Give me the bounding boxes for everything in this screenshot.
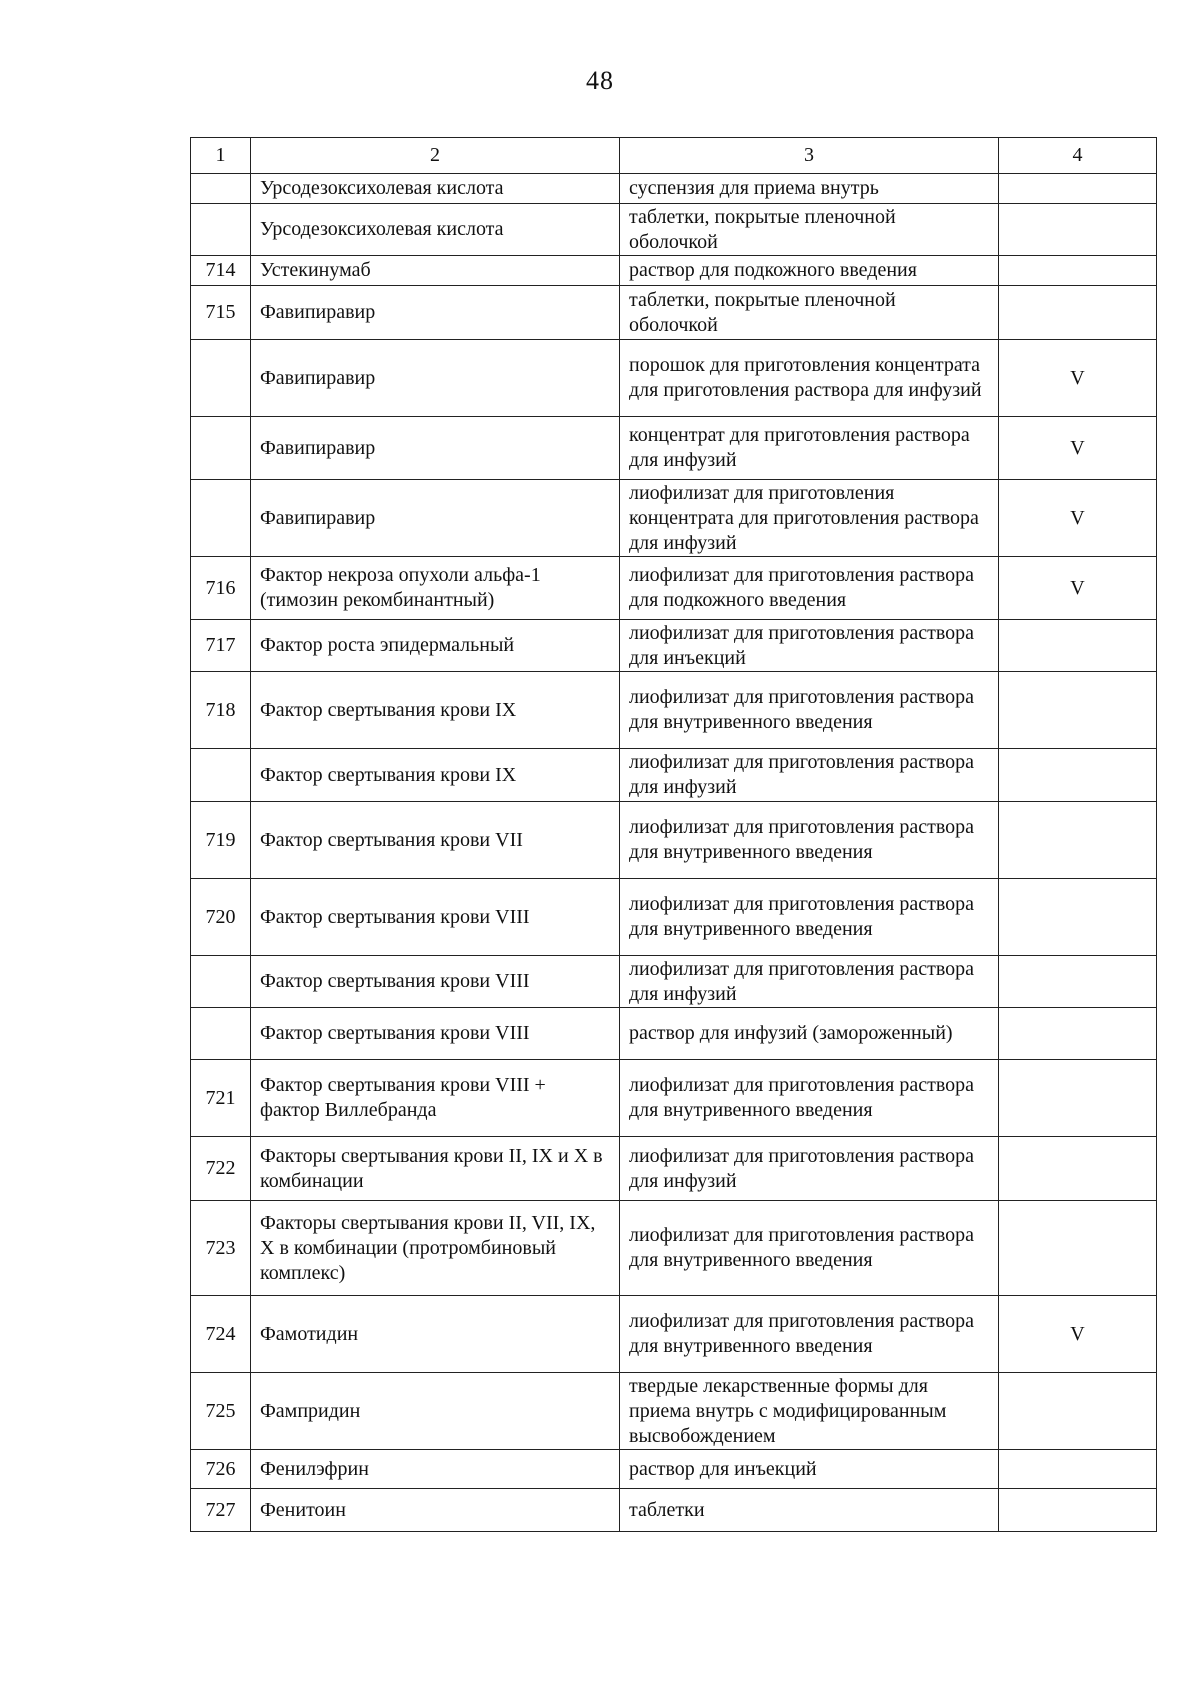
row-number: 714 (191, 256, 251, 286)
row-number (191, 417, 251, 480)
vital-mark: V (999, 1296, 1157, 1373)
vital-mark: V (999, 557, 1157, 620)
drug-name: Фактор свертывания крови VIII + фактор Виллебранда (251, 1060, 620, 1137)
table-row (191, 557, 1157, 620)
dosage-form: лиофилизат для приготовления раствора для внутривенного введения (620, 1060, 999, 1137)
drug-name: Фавипиравир (251, 480, 620, 557)
table-row (191, 956, 1157, 1008)
row-number: 726 (191, 1450, 251, 1489)
drug-name: Фактор некроза опухоли альфа-1 (тимозин рекомбинантный) (251, 557, 620, 620)
column-header-3: 3 (620, 138, 999, 174)
vital-mark (999, 956, 1157, 1008)
row-number: 722 (191, 1137, 251, 1201)
table-row (191, 1373, 1157, 1450)
table-row (191, 802, 1157, 879)
vital-mark (999, 620, 1157, 672)
column-header-4: 4 (999, 138, 1157, 174)
table-row (191, 1008, 1157, 1060)
table-row (191, 1450, 1157, 1489)
drug-name: Устекинумаб (251, 256, 620, 286)
dosage-form: лиофилизат для приготовления раствора для инфузий (620, 749, 999, 802)
row-number (191, 749, 251, 802)
drug-name: Урсодезоксихолевая кислота (251, 204, 620, 256)
dosage-form: лиофилизат для приготовления концентрата для приготовления раствора для инфузий (620, 480, 999, 557)
drug-name: Фавипиравир (251, 340, 620, 417)
drug-table (190, 137, 1157, 1532)
table-row (191, 417, 1157, 480)
vital-mark (999, 1201, 1157, 1296)
row-number: 715 (191, 286, 251, 340)
drug-name: Фактор свертывания крови VII (251, 802, 620, 879)
row-number (191, 480, 251, 557)
drug-name: Фактор свертывания крови VIII (251, 879, 620, 956)
table-row (191, 879, 1157, 956)
dosage-form: порошок для приготовления концентрата для приготовления раствора для инфузий (620, 340, 999, 417)
vital-mark (999, 879, 1157, 956)
vital-mark (999, 672, 1157, 749)
vital-mark (999, 1137, 1157, 1201)
table-row (191, 174, 1157, 204)
row-number: 719 (191, 802, 251, 879)
row-number (191, 174, 251, 204)
column-header-2: 2 (251, 138, 620, 174)
table-row (191, 620, 1157, 672)
drug-name: Фактор свертывания крови IX (251, 672, 620, 749)
table-row (191, 286, 1157, 340)
drug-name: Фактор свертывания крови VIII (251, 956, 620, 1008)
row-number: 723 (191, 1201, 251, 1296)
table-row (191, 672, 1157, 749)
dosage-form: таблетки, покрытые пленочной оболочкой (620, 204, 999, 256)
vital-mark (999, 204, 1157, 256)
table-row (191, 204, 1157, 256)
dosage-form: раствор для инфузий (замороженный) (620, 1008, 999, 1060)
row-number: 727 (191, 1489, 251, 1532)
table-row (191, 480, 1157, 557)
dosage-form: таблетки (620, 1489, 999, 1532)
column-header-1: 1 (191, 138, 251, 174)
row-number (191, 956, 251, 1008)
dosage-form: суспензия для приема внутрь (620, 174, 999, 204)
dosage-form: лиофилизат для приготовления раствора для инфузий (620, 1137, 999, 1201)
table-row (191, 1296, 1157, 1373)
table-header-row (191, 138, 1157, 174)
vital-mark (999, 1008, 1157, 1060)
vital-mark (999, 802, 1157, 879)
drug-name: Фенитоин (251, 1489, 620, 1532)
drug-name: Факторы свертывания крови II, VII, IX, X в комбинации (протромбиновый комплекс) (251, 1201, 620, 1296)
dosage-form: твердые лекарственные формы для приема внутрь с модифицированным высвобождением (620, 1373, 999, 1450)
vital-mark (999, 174, 1157, 204)
drug-name: Урсодезоксихолевая кислота (251, 174, 620, 204)
drug-name: Фактор свертывания крови VIII (251, 1008, 620, 1060)
table-row (191, 1137, 1157, 1201)
vital-mark (999, 1489, 1157, 1532)
drug-name: Фавипиравир (251, 286, 620, 340)
vital-mark (999, 1450, 1157, 1489)
row-number (191, 1008, 251, 1060)
dosage-form: лиофилизат для приготовления раствора для внутривенного введения (620, 672, 999, 749)
table-row (191, 749, 1157, 802)
dosage-form: таблетки, покрытые пленочной оболочкой (620, 286, 999, 340)
vital-mark (999, 256, 1157, 286)
row-number: 725 (191, 1373, 251, 1450)
row-number: 718 (191, 672, 251, 749)
drug-name: Фактор роста эпидермальный (251, 620, 620, 672)
dosage-form: раствор для подкожного введения (620, 256, 999, 286)
dosage-form: раствор для инъекций (620, 1450, 999, 1489)
drug-name: Фактор свертывания крови IX (251, 749, 620, 802)
row-number (191, 204, 251, 256)
drug-name: Фенилэфрин (251, 1450, 620, 1489)
dosage-form: лиофилизат для приготовления раствора для внутривенного введения (620, 1201, 999, 1296)
table-row (191, 340, 1157, 417)
vital-mark (999, 1373, 1157, 1450)
row-number (191, 340, 251, 417)
table-row (191, 1489, 1157, 1532)
dosage-form: лиофилизат для приготовления раствора для внутривенного введения (620, 1296, 999, 1373)
table-row (191, 256, 1157, 286)
table-row (191, 1201, 1157, 1296)
vital-mark (999, 286, 1157, 340)
dosage-form: лиофилизат для приготовления раствора для внутривенного введения (620, 879, 999, 956)
dosage-form: лиофилизат для приготовления раствора для внутривенного введения (620, 802, 999, 879)
vital-mark: V (999, 340, 1157, 417)
row-number: 724 (191, 1296, 251, 1373)
dosage-form: лиофилизат для приготовления раствора для инъекций (620, 620, 999, 672)
vital-mark: V (999, 480, 1157, 557)
drug-name: Фавипиравир (251, 417, 620, 480)
table-row (191, 1060, 1157, 1137)
drug-name: Фампридин (251, 1373, 620, 1450)
vital-mark (999, 1060, 1157, 1137)
dosage-form: концентрат для приготовления раствора для инфузий (620, 417, 999, 480)
dosage-form: лиофилизат для приготовления раствора для подкожного введения (620, 557, 999, 620)
drug-name: Факторы свертывания крови II, IX и X в комбинации (251, 1137, 620, 1201)
dosage-form: лиофилизат для приготовления раствора для инфузий (620, 956, 999, 1008)
row-number: 717 (191, 620, 251, 672)
vital-mark: V (999, 417, 1157, 480)
drug-name: Фамотидин (251, 1296, 620, 1373)
row-number: 721 (191, 1060, 251, 1137)
vital-mark (999, 749, 1157, 802)
row-number: 720 (191, 879, 251, 956)
page-number: 48 (586, 66, 614, 95)
row-number: 716 (191, 557, 251, 620)
